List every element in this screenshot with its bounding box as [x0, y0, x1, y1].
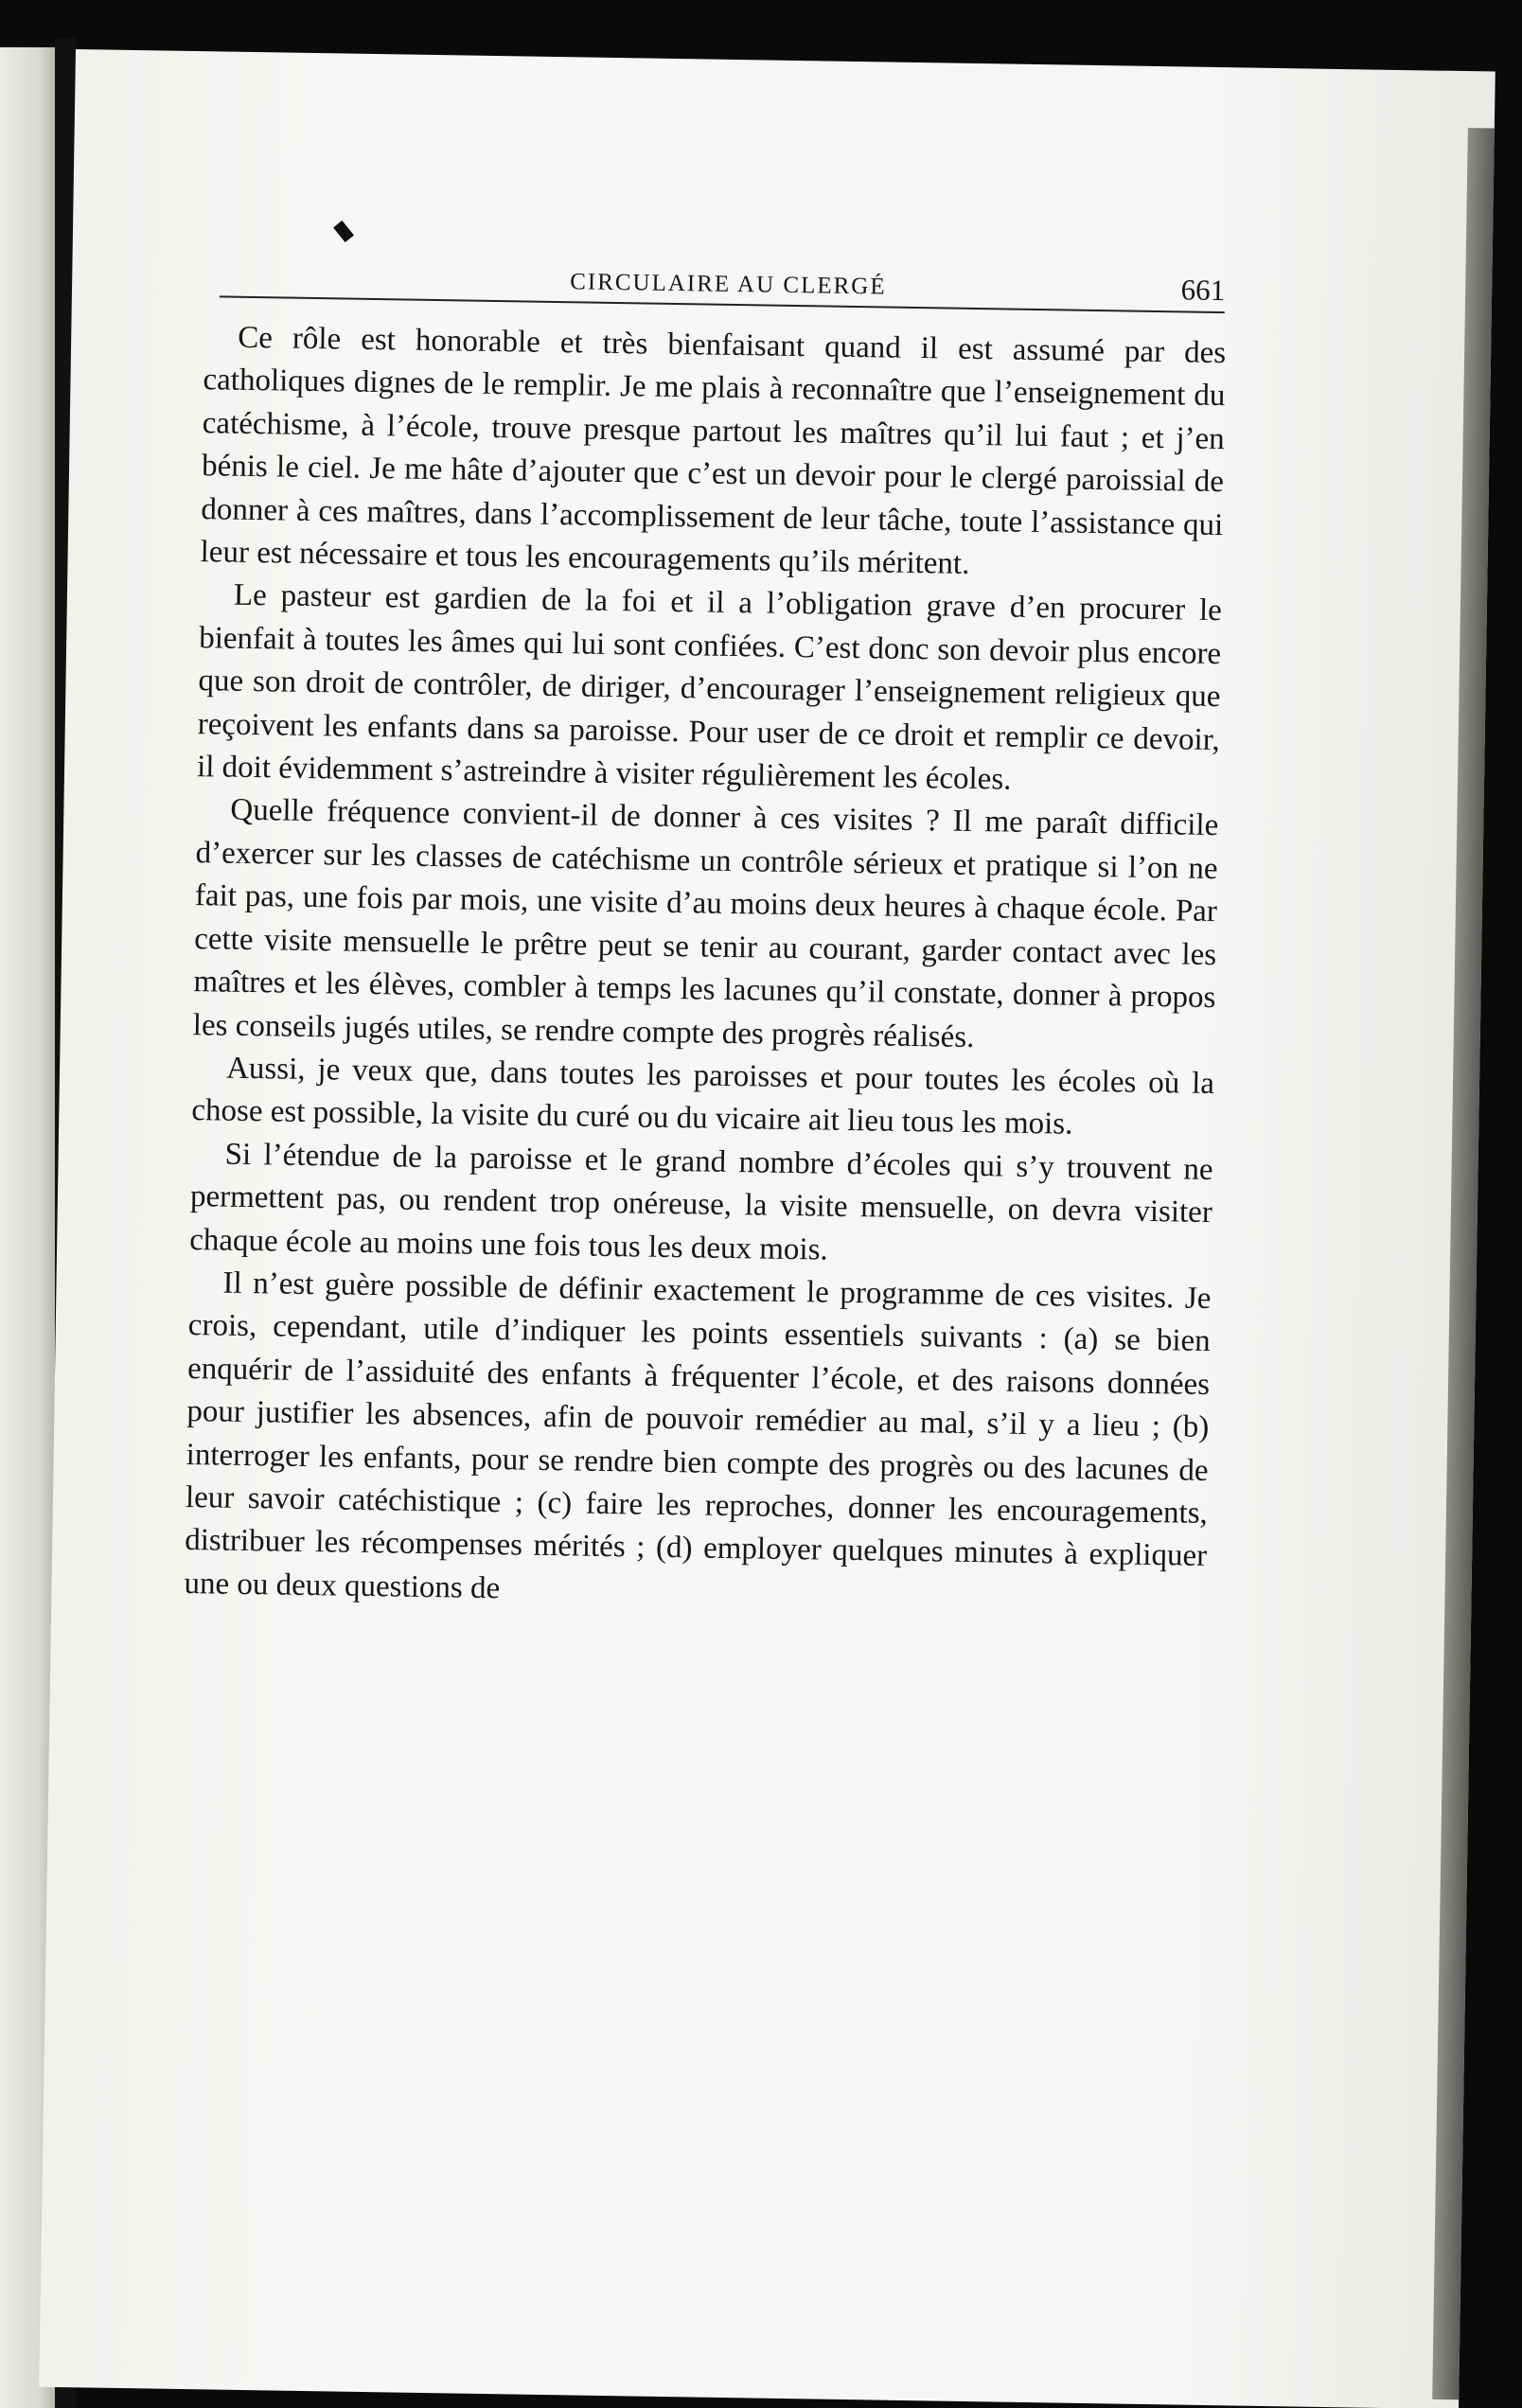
- body-text: [184, 316, 1226, 1621]
- page-right-edge: [1432, 128, 1495, 2399]
- page-number: 661: [1180, 273, 1226, 308]
- running-head: [220, 257, 1226, 313]
- paragraph: Il n’est guère possible de définir exactement le programme de ces visites. Je crois, cependant, utile d’indiquer les points essentiels suivants : (a) se bien enquérir de l’assiduité des enfants à fréquenter l’école, et des raisons données pour justifier les absences, afin de pouvoir remédier au mal, s’il y a lieu ; (b) interroger les enfants, pour se rendre bien compte des progrès ou des lacunes de leur savoir catéchistique ; (c) faire les reproches, donner les encouragements, distribuer les récompenses mérités ; (d) employer quelques minutes à expliquer une ou deux questions de: [184, 1266, 1212, 1606]
- running-head-title: CIRCULAIRE AU CLERGÉ: [569, 269, 887, 300]
- paragraph: Ce rôle est honorable et très bienfaisant quand il est assumé par des catholiques dignes de le remplir. Je me plais à reconnaître que l’enseignement du catéchisme, à l’école, trouve presque partout les maîtres qu’il lui faut ; et j’en bénis le ciel. Je me hâte d’ajouter que c’est un devoir pour le clergé paroissial de donner à ces maîtres, dans l’accomplissement de leur tâche, toute l’assistance qui leur est nécessaire et tous les encouragements qu’ils méritent.: [200, 320, 1227, 581]
- paragraph: Si l’étendue de la paroisse et le grand nombre d’écoles qui s’y trouvent ne permettent pas, ou rendent trop onéreuse, la visite mensuelle, on devra visiter chaque école au moins une fois tous les deux mois.: [188, 1137, 1213, 1267]
- paragraph: Aussi, je veux que, dans toutes les paroisses et pour toutes les écoles où la chose est possible, la visite du curé ou du vicaire ait lieu tous les mois.: [191, 1051, 1215, 1142]
- paragraph: Quelle fréquence convient-il de donner à ces visites ? Il me paraît difficile d’exercer sur les classes de catéchisme un contrôle sérieux et pratique si l’on ne fait pas, une fois par mois, une visite d’au moins deux heures à chaque école. Par cette visite mensuelle le prêtre peut se tenir au courant, garder contact avec les maîtres et les élèves, combler à temps les lacunes qu’il constate, donner à propos les conseils jugés utiles, se rendre compte des progrès réalisés.: [192, 793, 1219, 1054]
- paragraph: Le pasteur est gardien de la foi et il a l’obligation grave d’en procurer le bienfait à toutes les âmes qui lui sont confiées. C’est donc son devoir plus encore que son droit de contrôler, de diriger, d’encourager l’enseignement religieux que reçoivent les enfants dans sa paroisse. Pour user de ce droit et remplir ce devoir, il doit évidemment s’astreindre à visiter régulièrement les écoles.: [196, 578, 1223, 797]
- ink-mark: [333, 221, 354, 242]
- book-page: [39, 49, 1495, 2408]
